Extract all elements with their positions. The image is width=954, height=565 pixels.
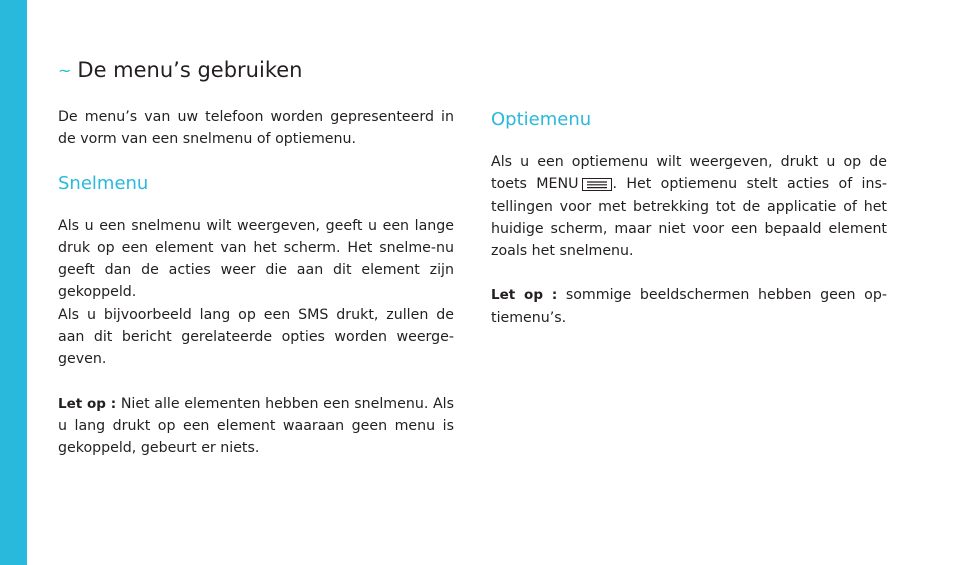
snelmenu-paragraph-1: Als u een snelmenu wilt weergeven, geeft u een lange druk op een element van het scherm. Het snelme-nu geeft dan de acties weer die aan dit element zijn gekoppeld.	[58, 217, 454, 301]
snelmenu-note	[58, 393, 454, 460]
page-title-text: De menu’s gebruiken	[77, 58, 303, 82]
snelmenu-paragraph-2: Als u bijvoorbeeld lang op een SMS drukt, zullen de aan dit bericht gerelateerde opties worden weerge-geven.	[58, 306, 454, 368]
intro-paragraph: De menu’s van uw telefoon worden gepresenteerd in de vorm van een snelmenu of optiemenu.	[58, 109, 454, 148]
heading-optiemenu: Optiemenu	[491, 109, 592, 130]
optiemenu-paragraph	[491, 151, 887, 262]
left-column	[58, 106, 454, 460]
note-label: Let op :	[491, 287, 558, 304]
note-text: Niet alle elementen hebben een snelmenu. Als u lang drukt op een element waaraan geen menu is gekoppeld, gebeurt er niets.	[58, 395, 454, 457]
page-title	[58, 56, 302, 86]
optiemenu-note	[491, 284, 887, 329]
title-tilde: ~	[58, 61, 72, 80]
optiemenu-text-start: Als u een optiemenu wilt weergeven, drukt u op de toets MENU	[491, 154, 887, 193]
note-text: sommige beeldschermen hebben geen op-tiemenu’s.	[491, 287, 887, 326]
side-accent-bar	[0, 0, 27, 565]
heading-snelmenu: Snelmenu	[58, 172, 149, 194]
optiemenu-text-end: . Het optiemenu stelt acties of ins-tellingen voor met betrekking tot de applicatie of het huidige scherm, maar niet voor een bepaald element zoals het snelmenu.	[491, 176, 887, 260]
right-column	[491, 108, 887, 329]
note-label: Let op :	[58, 395, 117, 412]
menu-key-icon	[582, 178, 612, 191]
